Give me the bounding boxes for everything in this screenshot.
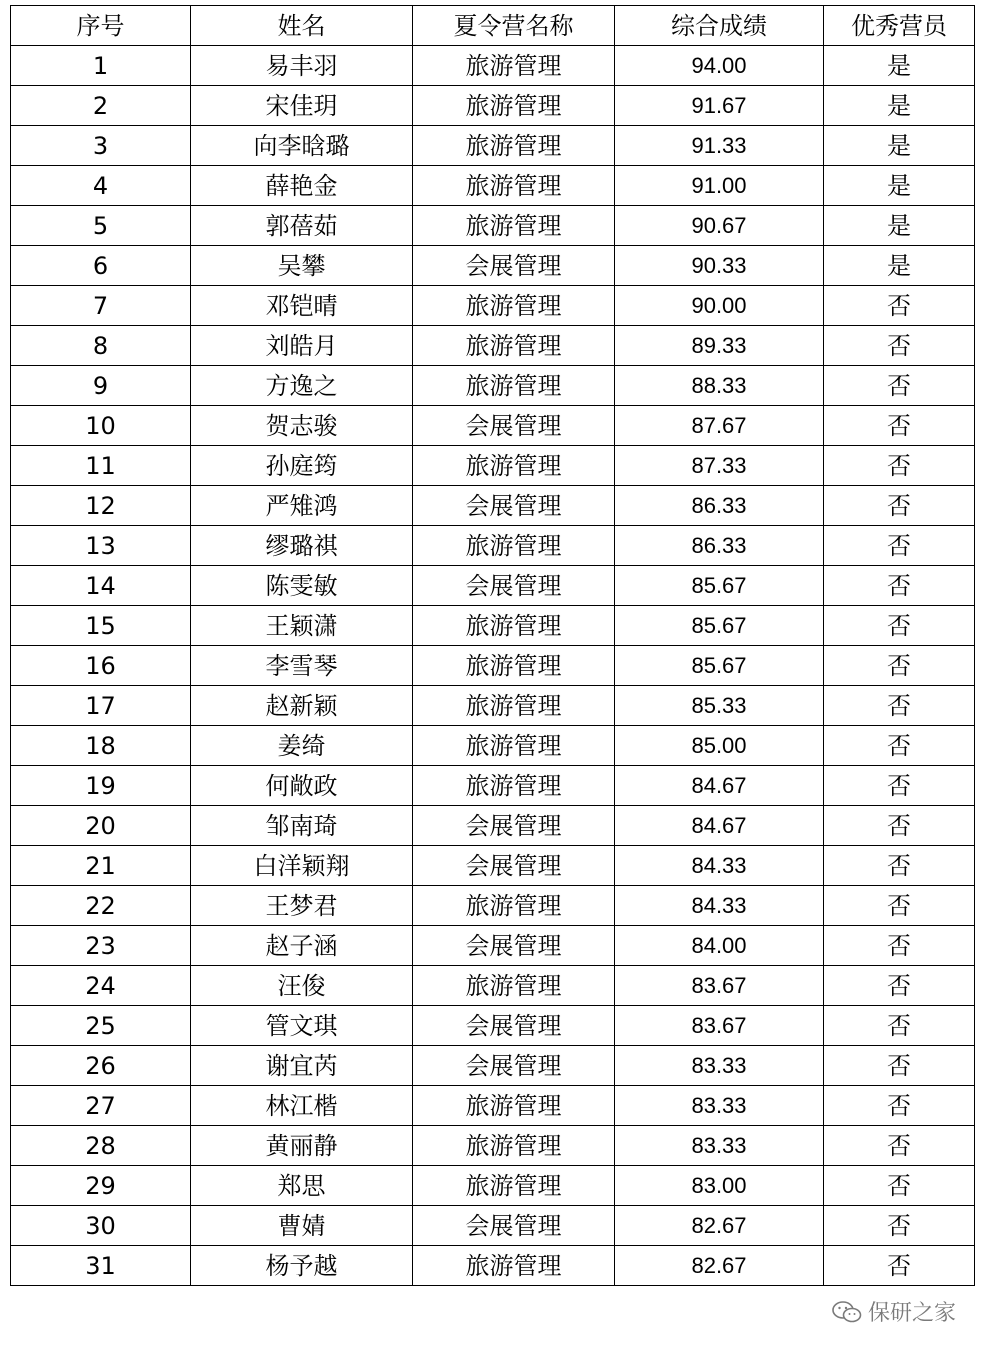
header-score: 综合成绩: [615, 6, 824, 46]
cell-camp: 旅游管理: [413, 726, 615, 766]
cell-index: 24: [11, 966, 191, 1006]
table-row: [11, 1126, 975, 1166]
cell-index: 16: [11, 646, 191, 686]
cell-name: 严雉鸿: [191, 486, 413, 526]
cell-index: 19: [11, 766, 191, 806]
cell-name: 向李晗璐: [191, 126, 413, 166]
cell-name: 林江楷: [191, 1086, 413, 1126]
table-row: [11, 486, 975, 526]
cell-excellent: 否: [824, 1006, 975, 1046]
cell-camp: 会展管理: [413, 1046, 615, 1086]
cell-name: 陈雯敏: [191, 566, 413, 606]
cell-score: 85.00: [615, 726, 824, 766]
table-body: [11, 46, 975, 1286]
cell-score: 82.67: [615, 1246, 824, 1286]
cell-camp: 旅游管理: [413, 326, 615, 366]
cell-name: 孙庭筠: [191, 446, 413, 486]
cell-excellent: 是: [824, 206, 975, 246]
cell-index: 28: [11, 1126, 191, 1166]
cell-excellent: 否: [824, 686, 975, 726]
table-row: [11, 766, 975, 806]
cell-excellent: 否: [824, 1046, 975, 1086]
cell-score: 89.33: [615, 326, 824, 366]
cell-name: 邹南琦: [191, 806, 413, 846]
cell-score: 91.33: [615, 126, 824, 166]
cell-index: 11: [11, 446, 191, 486]
watermark: [832, 1296, 956, 1327]
cell-camp: 会展管理: [413, 486, 615, 526]
table-row: [11, 366, 975, 406]
cell-name: 谢宜芮: [191, 1046, 413, 1086]
cell-excellent: 否: [824, 526, 975, 566]
cell-name: 邓铠晴: [191, 286, 413, 326]
cell-index: 8: [11, 326, 191, 366]
cell-camp: 旅游管理: [413, 1246, 615, 1286]
cell-name: 赵子涵: [191, 926, 413, 966]
cell-camp: 旅游管理: [413, 606, 615, 646]
cell-excellent: 是: [824, 46, 975, 86]
cell-excellent: 是: [824, 166, 975, 206]
cell-index: 5: [11, 206, 191, 246]
cell-camp: 会展管理: [413, 566, 615, 606]
cell-excellent: 是: [824, 126, 975, 166]
cell-index: 22: [11, 886, 191, 926]
cell-camp: 旅游管理: [413, 966, 615, 1006]
cell-index: 21: [11, 846, 191, 886]
cell-score: 90.33: [615, 246, 824, 286]
cell-excellent: 否: [824, 566, 975, 606]
table-row: [11, 1246, 975, 1286]
cell-score: 90.00: [615, 286, 824, 326]
cell-index: 9: [11, 366, 191, 406]
cell-name: 曹婧: [191, 1206, 413, 1246]
cell-camp: 旅游管理: [413, 886, 615, 926]
cell-score: 91.67: [615, 86, 824, 126]
cell-excellent: 否: [824, 966, 975, 1006]
cell-excellent: 否: [824, 726, 975, 766]
table-row: [11, 1206, 975, 1246]
cell-index: 10: [11, 406, 191, 446]
cell-excellent: 否: [824, 1166, 975, 1206]
cell-name: 易丰羽: [191, 46, 413, 86]
cell-excellent: 否: [824, 1126, 975, 1166]
cell-name: 黄丽静: [191, 1126, 413, 1166]
cell-name: 郭蓓茹: [191, 206, 413, 246]
cell-index: 2: [11, 86, 191, 126]
cell-camp: 旅游管理: [413, 86, 615, 126]
cell-camp: 旅游管理: [413, 206, 615, 246]
cell-camp: 会展管理: [413, 406, 615, 446]
header-name: 姓名: [191, 6, 413, 46]
cell-score: 85.33: [615, 686, 824, 726]
table-row: [11, 406, 975, 446]
cell-name: 郑思: [191, 1166, 413, 1206]
header-camp: 夏令营名称: [413, 6, 615, 46]
cell-score: 91.00: [615, 166, 824, 206]
cell-excellent: 否: [824, 326, 975, 366]
cell-name: 汪俊: [191, 966, 413, 1006]
cell-excellent: 否: [824, 366, 975, 406]
table-row: [11, 606, 975, 646]
cell-score: 84.33: [615, 886, 824, 926]
watermark-text: 保研之家: [867, 1301, 956, 1326]
cell-camp: 会展管理: [413, 806, 615, 846]
cell-excellent: 否: [824, 406, 975, 446]
cell-camp: 旅游管理: [413, 646, 615, 686]
table-row: [11, 566, 975, 606]
cell-name: 李雪琴: [191, 646, 413, 686]
cell-camp: 旅游管理: [413, 286, 615, 326]
table-row: [11, 926, 975, 966]
cell-camp: 旅游管理: [413, 686, 615, 726]
cell-index: 6: [11, 246, 191, 286]
table-row: [11, 806, 975, 846]
cell-camp: 旅游管理: [413, 526, 615, 566]
cell-score: 83.33: [615, 1086, 824, 1126]
cell-name: 姜绮: [191, 726, 413, 766]
cell-camp: 会展管理: [413, 926, 615, 966]
cell-camp: 旅游管理: [413, 366, 615, 406]
cell-index: 25: [11, 1006, 191, 1046]
cell-name: 贺志骏: [191, 406, 413, 446]
cell-excellent: 否: [824, 926, 975, 966]
cell-score: 87.33: [615, 446, 824, 486]
cell-index: 26: [11, 1046, 191, 1086]
cell-score: 84.00: [615, 926, 824, 966]
cell-index: 27: [11, 1086, 191, 1126]
table-row: [11, 46, 975, 86]
wechat-icon: [832, 1300, 862, 1324]
cell-index: 30: [11, 1206, 191, 1246]
table-row: [11, 126, 975, 166]
cell-camp: 会展管理: [413, 1206, 615, 1246]
cell-name: 薛艳金: [191, 166, 413, 206]
cell-name: 王颖潇: [191, 606, 413, 646]
cell-index: 17: [11, 686, 191, 726]
cell-score: 83.33: [615, 1126, 824, 1166]
cell-camp: 旅游管理: [413, 1126, 615, 1166]
cell-score: 87.67: [615, 406, 824, 446]
cell-index: 23: [11, 926, 191, 966]
table-row: [11, 726, 975, 766]
cell-score: 84.33: [615, 846, 824, 886]
table-row: [11, 686, 975, 726]
cell-name: 何敞政: [191, 766, 413, 806]
cell-name: 方逸之: [191, 366, 413, 406]
cell-index: 7: [11, 286, 191, 326]
cell-score: 85.67: [615, 646, 824, 686]
cell-index: 20: [11, 806, 191, 846]
table-row: [11, 166, 975, 206]
cell-camp: 旅游管理: [413, 1166, 615, 1206]
cell-excellent: 否: [824, 1246, 975, 1286]
cell-index: 29: [11, 1166, 191, 1206]
table-row: [11, 326, 975, 366]
cell-excellent: 否: [824, 286, 975, 326]
table-row: [11, 966, 975, 1006]
cell-name: 赵新颖: [191, 686, 413, 726]
table-row: [11, 846, 975, 886]
cell-excellent: 否: [824, 646, 975, 686]
cell-score: 86.33: [615, 486, 824, 526]
cell-excellent: 否: [824, 1086, 975, 1126]
cell-name: 杨予越: [191, 1246, 413, 1286]
cell-excellent: 否: [824, 486, 975, 526]
cell-excellent: 否: [824, 446, 975, 486]
cell-excellent: 否: [824, 1206, 975, 1246]
cell-score: 85.67: [615, 566, 824, 606]
header-index: 序号: [11, 6, 191, 46]
table-row: [11, 286, 975, 326]
cell-camp: 会展管理: [413, 846, 615, 886]
cell-name: 王梦君: [191, 886, 413, 926]
cell-name: 白洋颖翔: [191, 846, 413, 886]
table-row: [11, 886, 975, 926]
table-header-row: [11, 6, 975, 46]
header-excellent: 优秀营员: [824, 6, 975, 46]
table-row: [11, 86, 975, 126]
cell-excellent: 是: [824, 86, 975, 126]
cell-camp: 旅游管理: [413, 446, 615, 486]
cell-camp: 旅游管理: [413, 166, 615, 206]
cell-index: 15: [11, 606, 191, 646]
cell-score: 86.33: [615, 526, 824, 566]
cell-excellent: 否: [824, 846, 975, 886]
cell-score: 83.33: [615, 1046, 824, 1086]
cell-index: 14: [11, 566, 191, 606]
table-row: [11, 446, 975, 486]
cell-score: 84.67: [615, 766, 824, 806]
table-row: [11, 1046, 975, 1086]
cell-score: 84.67: [615, 806, 824, 846]
table-row: [11, 526, 975, 566]
table-row: [11, 1166, 975, 1206]
cell-index: 12: [11, 486, 191, 526]
cell-index: 1: [11, 46, 191, 86]
results-table: [10, 5, 975, 1286]
cell-name: 宋佳玥: [191, 86, 413, 126]
cell-index: 31: [11, 1246, 191, 1286]
cell-name: 刘皓月: [191, 326, 413, 366]
cell-name: 管文琪: [191, 1006, 413, 1046]
cell-index: 13: [11, 526, 191, 566]
cell-camp: 旅游管理: [413, 1086, 615, 1126]
cell-name: 吴攀: [191, 246, 413, 286]
cell-camp: 旅游管理: [413, 766, 615, 806]
cell-score: 94.00: [615, 46, 824, 86]
cell-score: 83.67: [615, 1006, 824, 1046]
cell-score: 90.67: [615, 206, 824, 246]
cell-index: 3: [11, 126, 191, 166]
table-row: [11, 646, 975, 686]
cell-score: 83.00: [615, 1166, 824, 1206]
cell-camp: 旅游管理: [413, 126, 615, 166]
table-row: [11, 206, 975, 246]
cell-excellent: 否: [824, 806, 975, 846]
cell-index: 18: [11, 726, 191, 766]
cell-score: 85.67: [615, 606, 824, 646]
table-row: [11, 1086, 975, 1126]
cell-score: 83.67: [615, 966, 824, 1006]
cell-score: 82.67: [615, 1206, 824, 1246]
table-row: [11, 1006, 975, 1046]
cell-name: 缪璐祺: [191, 526, 413, 566]
cell-excellent: 否: [824, 766, 975, 806]
cell-camp: 旅游管理: [413, 46, 615, 86]
cell-excellent: 否: [824, 606, 975, 646]
cell-index: 4: [11, 166, 191, 206]
cell-excellent: 是: [824, 246, 975, 286]
cell-camp: 会展管理: [413, 246, 615, 286]
cell-excellent: 否: [824, 886, 975, 926]
table-row: [11, 246, 975, 286]
cell-camp: 会展管理: [413, 1006, 615, 1046]
cell-score: 88.33: [615, 366, 824, 406]
